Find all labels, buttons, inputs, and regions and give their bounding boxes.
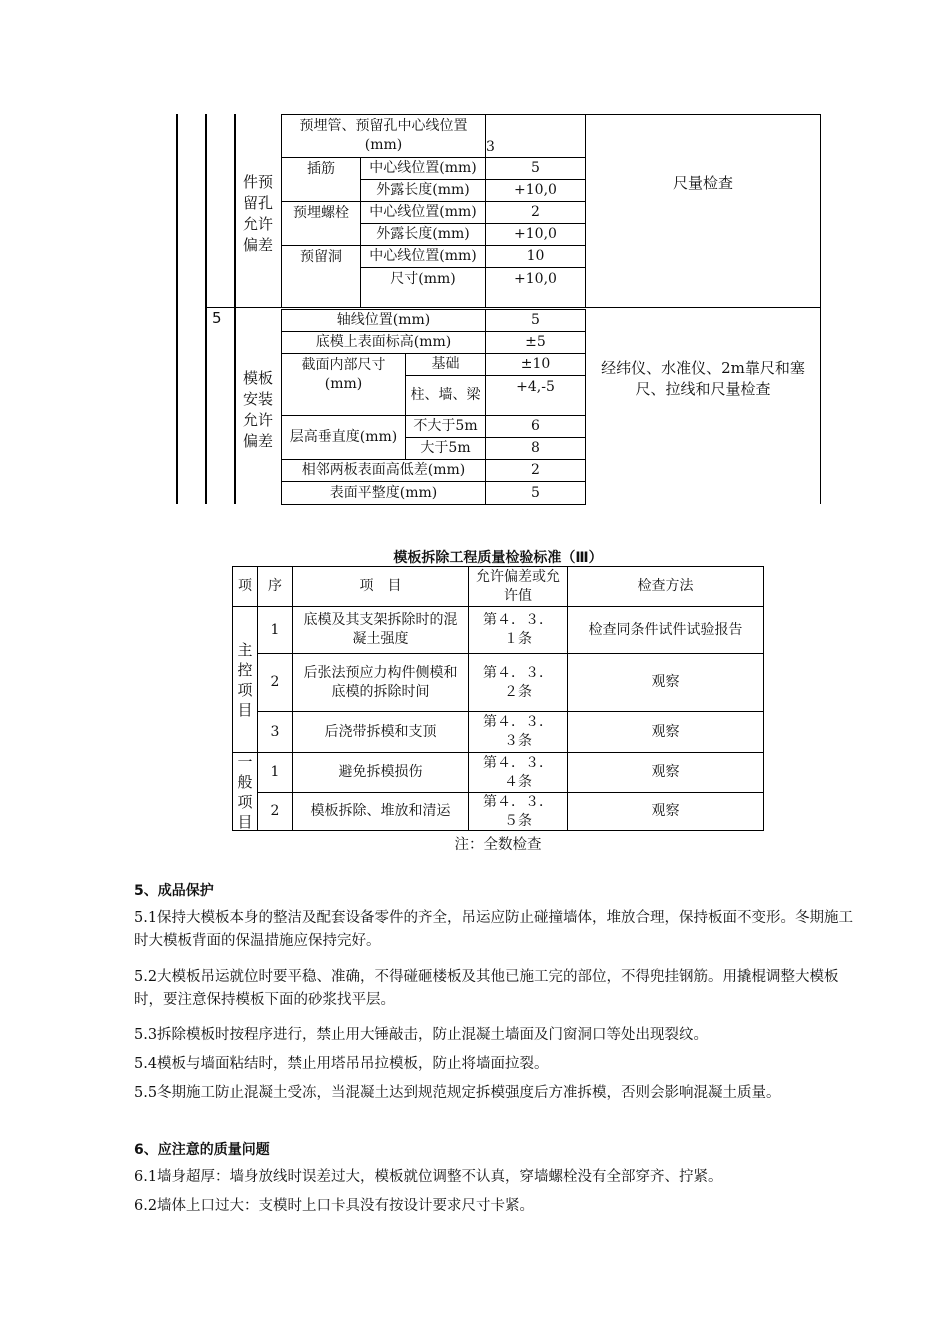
method-measure: 尺量检查	[672, 174, 733, 192]
group-general-label: 一般项目	[237, 752, 253, 831]
value-dowel-center: 5	[485, 157, 586, 180]
item-embedded-pipe: 预埋管、预留孔中心线位置(mm)	[281, 114, 486, 158]
section5-para-4: 5.4模板与墙面粘结时，禁止用塔吊吊拉模板，防止将墙面拉裂。	[134, 1056, 549, 1072]
item-not-over-5m: 不大于5m	[405, 415, 486, 438]
group-label-install: 模板安装允许偏差	[242, 369, 273, 450]
row5-item: 模板拆除、堆放和清运	[292, 792, 469, 831]
sub-bolt: 预埋螺栓	[281, 201, 361, 246]
section5-para-1: 5.1保持大模板本身的整洁及配套设备零件的齐全，吊运应防止碰撞墙体，堆放合理，保持板面不变形。冬期施工时大模板背面的保温措施应保持完好。	[134, 910, 854, 949]
item-hole-size: 尺寸(mm)	[360, 267, 486, 308]
value-bolt-exposed: +10,0	[485, 223, 586, 246]
row5-value: 第４．３．５条	[468, 792, 568, 831]
row1-method: 检查同条件试件试验报告	[567, 606, 764, 654]
table-left-rule-2	[205, 114, 207, 504]
table-left-rule	[176, 114, 178, 504]
group-label-embedded: 件预留孔允许偏差	[242, 173, 273, 254]
row5-method: 观察	[567, 792, 764, 831]
section5-heading: 5、成品保护	[134, 883, 214, 899]
row4-value: 第４．３．４条	[468, 752, 568, 793]
header-tolerance: 允许偏差或允许值	[468, 566, 568, 607]
table-right-rule	[820, 114, 821, 504]
section5-para-2: 5.2大模板吊运就位时要平稳、准确，不得碰砸楼板及其他已施工完的部位，不得兜挂钢筋。用撬棍调整大模板时，要注意保持模板下面的砂浆找平层。	[134, 969, 839, 1008]
item-dowel-exposed: 外露长度(mm)	[360, 179, 486, 202]
value-bolt-center: 2	[485, 201, 586, 224]
section-number-5: 5	[212, 309, 222, 327]
sub-verticality: 层高垂直度(mm)	[281, 415, 406, 460]
section6-para-2: 6.2墙体上口过大：支模时上口卡具没有按设计要求尺寸卡紧。	[134, 1198, 535, 1214]
row2-value: 第４．３．２条	[468, 653, 568, 712]
row2-item: 后张法预应力构件侧模和底模的拆除时间	[292, 653, 469, 712]
value-adjacent-diff: 2	[485, 459, 586, 482]
row1-no: 1	[257, 606, 293, 654]
row3-method: 观察	[567, 711, 764, 753]
group-general	[232, 752, 258, 831]
row4-item: 避免拆模损伤	[292, 752, 469, 793]
value-axis: 5	[485, 309, 586, 332]
value-over-5m: 8	[485, 437, 586, 460]
value-text: 3	[486, 139, 495, 155]
item-bolt-exposed: 外露长度(mm)	[360, 223, 486, 246]
sub-section-size: 截面内部尺寸(mm)	[281, 353, 406, 416]
group-main-label: 主控项目	[237, 640, 253, 719]
item-bolt-center: 中心线位置(mm)	[360, 201, 486, 224]
row4-method: 观察	[567, 752, 764, 793]
row3-no: 3	[257, 711, 293, 753]
table-caption: 模板拆除工程质量检验标准（Ⅲ）	[393, 550, 603, 566]
group-main	[232, 606, 258, 753]
item-over-5m: 大于5m	[405, 437, 486, 460]
item-dowel-center: 中心线位置(mm)	[360, 157, 486, 180]
value-dowel-exposed: +10,0	[485, 179, 586, 202]
table-group-rule	[234, 114, 236, 504]
header-category: 项	[232, 566, 258, 607]
row1-value: 第４．３．１条	[468, 606, 568, 654]
table-note: 注：全数检查	[454, 837, 542, 853]
value-foundation: ±10	[485, 353, 586, 376]
row3-value: 第４．３．３条	[468, 711, 568, 753]
value-column-wall-beam: +4,-5	[485, 375, 586, 416]
row4-no: 1	[257, 752, 293, 793]
row5-no: 2	[257, 792, 293, 831]
sub-dowel: 插筋	[281, 157, 361, 202]
value-elevation: ±5	[485, 331, 586, 354]
item-foundation: 基础	[405, 353, 486, 376]
method-instruments: 经纬仪、水准仪、2m靠尺和塞尺、拉线和尺量检查	[601, 359, 805, 398]
section6-para-1: 6.1墙身超厚：墙身放线时误差过大，模板就位调整不认真，穿墙螺栓没有全部穿齐、拧紧。	[134, 1169, 723, 1185]
section5-para-3: 5.3拆除模板时按程序进行，禁止用大锤敲击，防止混凝土墙面及门窗洞口等处出现裂纹。	[134, 1027, 709, 1043]
item-elevation: 底模上表面标高(mm)	[281, 331, 486, 354]
sub-hole: 预留洞	[281, 245, 361, 308]
section6-heading: 6、应注意的质量问题	[134, 1142, 270, 1158]
header-item: 项 目	[292, 566, 469, 607]
row3-item: 后浇带拆模和支顶	[292, 711, 469, 753]
row1-item: 底模及其支架拆除时的混凝土强度	[292, 606, 469, 654]
row2-no: 2	[257, 653, 293, 712]
value-not-over-5m: 6	[485, 415, 586, 438]
row2-method: 观察	[567, 653, 764, 712]
value-flatness: 5	[485, 481, 586, 505]
item-column-wall-beam: 柱、墙、梁	[405, 375, 486, 416]
item-hole-center: 中心线位置(mm)	[360, 245, 486, 268]
item-adjacent-diff: 相邻两板表面高低差(mm)	[281, 459, 486, 482]
value-hole-center: 10	[485, 245, 586, 268]
value-hole-size: +10,0	[485, 267, 586, 308]
item-flatness: 表面平整度(mm)	[281, 481, 486, 505]
header-method: 检查方法	[567, 566, 764, 607]
header-seq: 序	[257, 566, 293, 607]
item-axis: 轴线位置(mm)	[281, 309, 486, 332]
value-embedded-pipe	[485, 114, 586, 158]
section5-para-5: 5.5冬期施工防止混凝土受冻，当混凝土达到规范规定拆模强度后方准拆模，否则会影响混凝土质量。	[134, 1085, 781, 1101]
